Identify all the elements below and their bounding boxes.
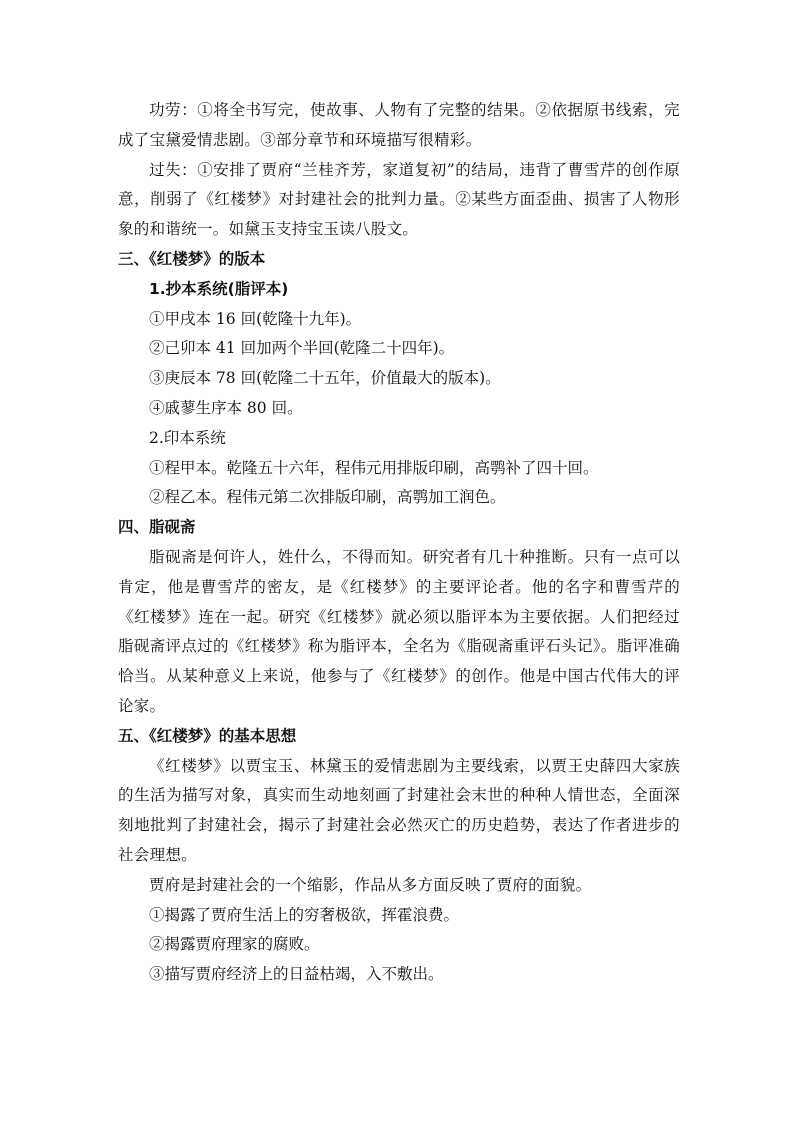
document-content	[118, 96, 680, 990]
jia-mansion-paragraph: 贾府是封建社会的一个缩影，作品从多方面反映了贾府的面貌。	[149, 875, 592, 894]
subheading-print-system: 2.印本系统	[149, 428, 226, 447]
list-item: ①程甲本。乾隆五十六年，程伟元用排版印刷，高鹗补了四十回。	[149, 458, 599, 477]
subheading-manuscript-system: 1.抄本系统(脂评本)	[149, 279, 289, 298]
section-heading-basic-ideas: 五、《红楼梦》的基本思想	[118, 726, 297, 745]
list-item: ③描写贾府经济上的日益枯竭，入不敷出。	[149, 965, 444, 984]
faults-paragraph: 过失：①安排了贾府“兰桂齐芳，家道复初”的结局，违背了曹雪芹的创作原意，削弱了《红楼梦》对封建社会的批判力量。②某些方面歪曲、损害了人物形象的和谐统一。如黛玉支持宝玉读八股文。	[118, 160, 680, 239]
list-item: ②揭露贾府理家的腐败。	[149, 935, 320, 954]
list-item: ③庚辰本 78 回(乾隆二十五年，价值最大的版本)。	[149, 369, 501, 388]
zhiyanzhai-paragraph: 脂砚斋是何许人，姓什么，不得而知。研究者有几十种推断。只有一点可以肯定，他是曹雪芹的密友，是《红楼梦》的主要评论者。他的名字和曹雪芹的《红楼梦》连在一起。研究《红楼梦》就必须以脂评本为主要依据。人们把经过脂砚斋评点过的《红楼梦》称为脂评本，全名为《脂砚斋重评石头记》。脂评准确恰当。从某种意义上来说，他参与了《红楼梦》的创作。他是中国古代伟大的评论家。	[118, 547, 680, 715]
merits-paragraph: 功劳：①将全书写完，使故事、人物有了完整的结果。②依据原书线索，完成了宝黛爱情悲剧。③部分章节和环境描写很精彩。	[118, 101, 680, 149]
list-item: ①甲戌本 16 回(乾隆十九年)。	[149, 309, 362, 328]
section-heading-versions: 三、《红楼梦》的版本	[118, 249, 266, 268]
section-heading-zhiyanzhai: 四、脂砚斋	[118, 518, 196, 537]
list-item: ①揭露了贾府生活上的穷奢极欲，挥霍浪费。	[149, 905, 460, 924]
list-item: ②程乙本。程伟元第二次排版印刷，高鹗加工润色。	[149, 488, 506, 507]
list-item: ②己卯本 41 回加两个半回(乾隆二十四年)。	[149, 339, 455, 358]
list-item: ④戚蓼生序本 80 回。	[149, 398, 303, 417]
basic-ideas-paragraph: 《红楼梦》以贾宝玉、林黛玉的爱情悲剧为主要线索，以贾王史薛四大家族的生活为描写对象，真实而生动地刻画了封建社会末世的种种人情世态，全面深刻地批判了封建社会，揭示了封建社会必然灭亡的历史趋势，表达了作者进步的社会理想。	[118, 756, 680, 864]
